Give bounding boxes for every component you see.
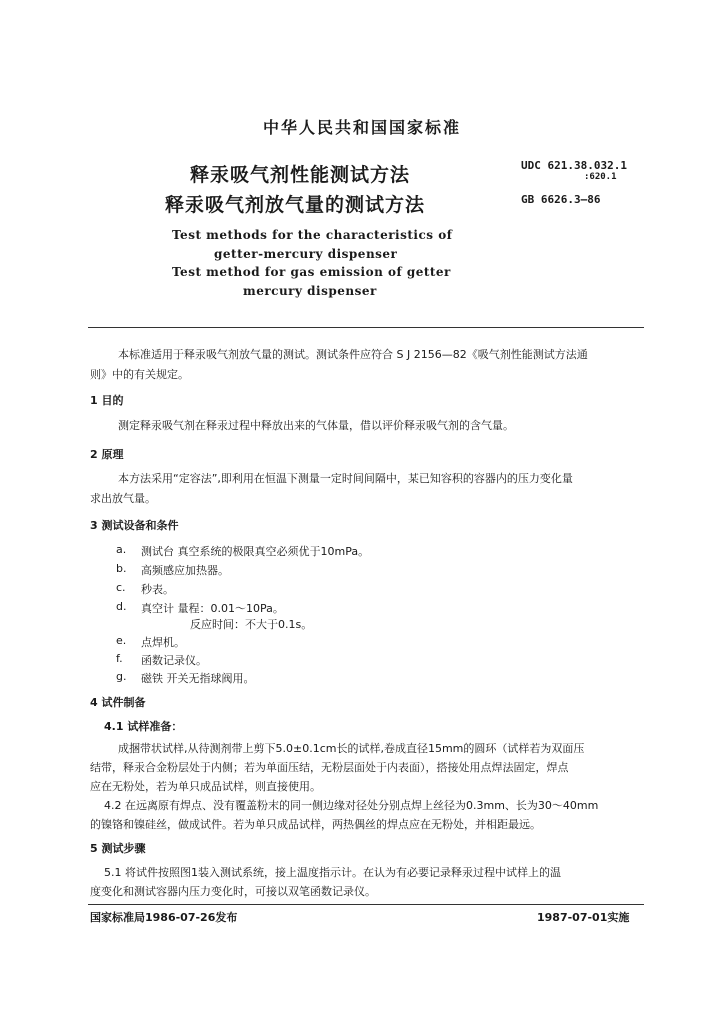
s3-item-d-text: 真空计 量程：0.01～10Pa。 — [141, 602, 284, 615]
s3-item-c-text: 秒表。 — [141, 583, 174, 596]
section-4-2-text-2: 的镍铬和镍硅丝，做成试件。若为单只成品试样，两热偶丝的焊点应在无粉处，并相距最远。 — [90, 818, 541, 831]
s3-item-f-label: f. — [116, 652, 123, 665]
section-5-1-text-1: 5.1 将试件按照图1装入测试系统，接上温度指示计。在认为有必要记录释汞过程中试样上的温 — [104, 866, 561, 879]
s3-item-e-label: e. — [116, 634, 127, 647]
s3-item-g-label: g. — [116, 670, 127, 683]
udc-subcode: :620.1 — [584, 172, 617, 182]
s3-item-c-label: c. — [116, 581, 126, 594]
title-line-2: 释汞吸气剂放气量的测试方法 — [165, 194, 426, 216]
section-4-1-heading: 4.1 试样准备： — [104, 720, 183, 733]
section-1-heading: 1 目的 — [90, 394, 124, 407]
section-4-2-text-1: 4.2 在远离原有焊点、没有覆盖粉末的同一侧边缘对径处分别点焊上丝径为0.3mm、长为30～40mm — [104, 799, 599, 812]
section-4-heading: 4 试件制备 — [90, 696, 146, 709]
s3-item-e-text: 点焊机。 — [141, 636, 185, 649]
s3-item-a-label: a. — [116, 543, 127, 556]
section-4-1-text-3: 应在无粉处，若为单只成品试样，则直接使用。 — [90, 780, 321, 793]
section-4-1-text-1: 成捆带状试样,从待测剂带上剪下5.0±0.1cm长的试样,卷成直径15mm的圆环（试样若为双面压 — [118, 742, 585, 755]
intro-line-2: 则》中的有关规定。 — [90, 368, 189, 381]
gb-number: GB 6626.3—86 — [521, 193, 601, 206]
s3-item-b-label: b. — [116, 562, 127, 575]
section-2-text-1: 本方法采用“定容法”,即利用在恒温下测量一定时间间隔中，某已知容积的容器内的压力变化量 — [118, 472, 573, 485]
title-line-1: 释汞吸气剂性能测试方法 — [190, 164, 411, 186]
section-2-heading: 2 原理 — [90, 448, 124, 461]
english-title-line-3: Test method for gas emission of getter — [172, 265, 451, 279]
national-standard-heading: 中华人民共和国国家标准 — [262, 118, 461, 137]
s3-item-d-text-2: 反应时间：不大于0.1s。 — [190, 618, 313, 631]
s3-item-b-text: 高频感应加热器。 — [141, 564, 229, 577]
intro-line-1: 本标准适用于释汞吸气剂放气量的测试。测试条件应符合 S J 2156—82《吸气剂性能测试方法通 — [118, 348, 588, 361]
udc-code: UDC 621.38.032.1 — [521, 159, 627, 172]
section-2-text-2: 求出放气量。 — [90, 492, 156, 505]
top-divider — [88, 327, 644, 328]
bottom-divider — [88, 904, 644, 905]
english-title-line-1: Test methods for the characteristics of — [172, 228, 453, 242]
english-title-line-4: mercury dispenser — [243, 284, 377, 298]
effective-date: 1987-07-01实施 — [537, 911, 630, 924]
section-3-heading: 3 测试设备和条件 — [90, 519, 179, 532]
section-5-1-text-2: 度变化和测试容器内压力变化时，可接以双笔函数记录仪。 — [90, 885, 376, 898]
section-5-heading: 5 测试步骤 — [90, 842, 146, 855]
issue-date: 国家标准局1986-07-26发布 — [90, 911, 238, 924]
s3-item-d-label: d. — [116, 600, 127, 613]
s3-item-a-text: 测试台 真空系统的极限真空必须优于10mPa。 — [141, 545, 370, 558]
s3-item-g-text: 磁铁 开关无指球阀用。 — [141, 672, 255, 685]
section-1-text: 测定释汞吸气剂在释汞过程中释放出来的气体量，借以评价释汞吸气剂的含气量。 — [118, 419, 514, 432]
english-title-line-2: getter-mercury dispenser — [214, 247, 398, 261]
s3-item-f-text: 函数记录仪。 — [141, 654, 207, 667]
section-4-1-text-2: 结带，释汞合金粉层处于内侧；若为单面压结，无粉层面处于内表面），搭接处用点焊法固定，焊点 — [90, 761, 569, 774]
